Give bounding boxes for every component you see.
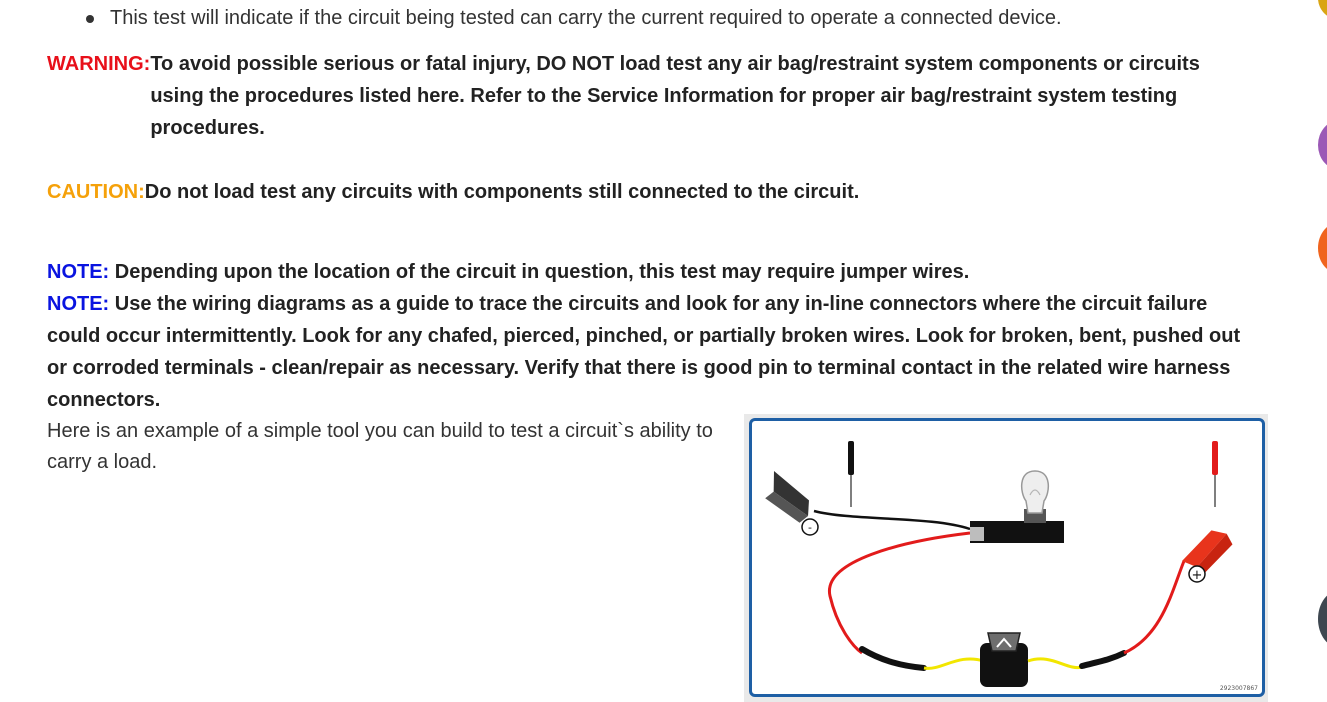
bulb-socket — [970, 521, 1064, 543]
caution-block — [47, 176, 1247, 208]
black-sleeve-right — [1082, 653, 1124, 666]
load-test-tool-figure — [744, 414, 1268, 702]
figure-frame — [749, 418, 1265, 697]
yellow-wire-left — [924, 659, 984, 668]
red-wire-right — [1124, 561, 1184, 653]
black-sleeve-left — [862, 649, 924, 668]
note-text: Use the wiring diagrams as a guide to trace the circuits and look for any in-line connectors where the circuit failure could occur intermittently. Look for any chafed, pierced, pinched, or partially broken wires. Look for broken, bent, pushed out or corroded terminals - clean/repair as necessary. Verify that there is good pin to terminal contact in the related wire harness connectors. — [47, 293, 1241, 411]
side-avatar-dot — [1318, 0, 1327, 20]
socket-terminal — [970, 527, 984, 541]
caution-label: CAUTION: — [47, 181, 145, 203]
positive-alligator-clip — [1178, 524, 1237, 580]
warning-label: WARNING: — [47, 53, 151, 75]
note-label: NOTE: — [47, 261, 110, 283]
side-avatar-dot — [1318, 222, 1327, 274]
note-text: Depending upon the location of the circuit in question, this test may require jumper wires. — [109, 261, 970, 283]
load-test-tool-diagram — [752, 421, 1262, 694]
red-wire-left — [829, 533, 970, 653]
negative-symbol: - — [808, 521, 812, 534]
side-avatar-dot — [1318, 120, 1327, 170]
bulb-glass — [1022, 471, 1049, 513]
negative-alligator-clip — [758, 471, 819, 525]
figure-image-id: 2923007867 — [1219, 685, 1258, 692]
intro-text: Here is an example of a simple tool you can build to test a circuit`s ability to carry a load. — [47, 420, 713, 473]
negative-probe-handle — [848, 441, 854, 475]
caution-text: Do not load test any circuits with components still connected to the circuit. — [144, 181, 860, 203]
warning-block — [47, 48, 1247, 144]
side-avatar-dot — [1318, 590, 1327, 648]
positive-symbol: + — [1191, 568, 1203, 583]
note-2 — [47, 288, 1257, 416]
note-label: NOTE: — [47, 293, 110, 315]
warning-text: To avoid possible serious or fatal injury, DO NOT load test any air bag/restraint system components or circuits using the procedures listed here. Refer to the Service Information for proper air bag/restraint system testing procedures. — [150, 53, 1200, 139]
yellow-wire-right — [1028, 659, 1082, 668]
note-1 — [47, 256, 1257, 288]
positive-probe-handle — [1212, 441, 1218, 475]
bullet-dot — [86, 15, 94, 23]
fuse — [988, 633, 1020, 651]
black-wire — [814, 511, 970, 529]
bullet-text: This test will indicate if the circuit being tested can carry the current required to operate a connected device. — [110, 7, 1062, 29]
